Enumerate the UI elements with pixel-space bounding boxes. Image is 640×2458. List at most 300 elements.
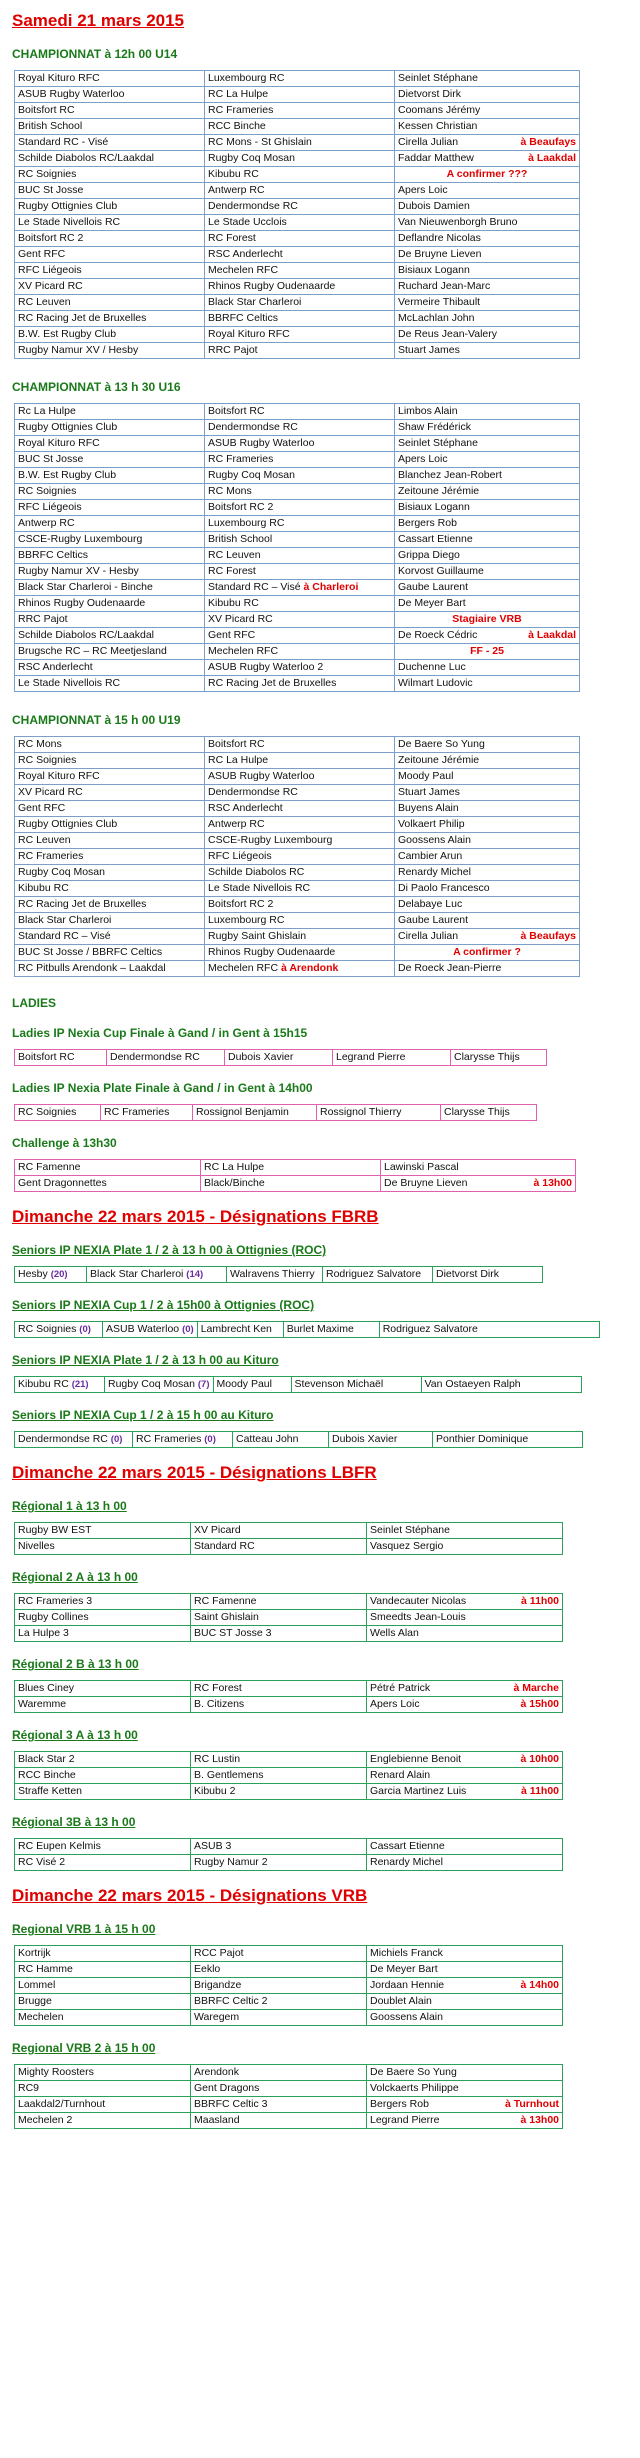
reg3b-rows-table [14, 1838, 563, 1871]
table-row [15, 183, 580, 199]
referee-name: Lawinski Pascal [384, 1161, 459, 1173]
home-team: Black Star Charleroi - Binche [15, 580, 205, 596]
table-row [15, 516, 580, 532]
referee [395, 247, 580, 263]
cell-text: Black Star Charleroi [90, 1268, 187, 1280]
section-title-ladies-plate [12, 1080, 640, 1096]
home-team: BUC St Josse [15, 183, 205, 199]
away-team: RC Frameries [101, 1105, 193, 1121]
section-title-cup-kit [12, 1407, 640, 1423]
home-team: RFC Liégeois [15, 263, 205, 279]
table-row [15, 660, 580, 676]
home-team: Kibubu RC [15, 881, 205, 897]
away-team: RC La Hulpe [205, 753, 395, 769]
table-row [15, 817, 580, 833]
home-team [15, 1432, 133, 1448]
referee [395, 580, 580, 596]
away-team: Brigandze [191, 1978, 367, 1994]
away-team: Boitsfort RC 2 [205, 500, 395, 516]
referee-name: Dubois Damien [398, 200, 470, 212]
referee [367, 1752, 563, 1768]
cell-annotation: à Charleroi [303, 581, 359, 593]
away-team: RCC Binche [205, 119, 395, 135]
vrb1-rows-table [14, 1945, 563, 2026]
home-team: RC Hamme [15, 1962, 191, 1978]
referee-name: Gaube Laurent [398, 581, 469, 593]
home-team: RC Frameries 3 [15, 1594, 191, 1610]
table-row [15, 1784, 563, 1800]
table-row [15, 1752, 563, 1768]
s_cup_kit-row-table [14, 1431, 583, 1448]
referee [367, 1855, 563, 1871]
section-title-cup-roc [12, 1297, 640, 1313]
venue-note: à 14h00 [520, 1979, 559, 1991]
home-team: RC Soignies [15, 484, 205, 500]
referee [395, 548, 580, 564]
table-row [15, 548, 580, 564]
referee: Rossignol Benjamin [193, 1105, 317, 1121]
home-team: RC Racing Jet de Bruxelles [15, 311, 205, 327]
home-team: Rugby Namur XV - Hesby [15, 564, 205, 580]
referee-name: Dietvorst Dirk [398, 88, 462, 100]
cell-text: RC Frameries [136, 1433, 205, 1445]
day-title-fbrb-suffix: - Désignations FBRB [204, 1207, 379, 1226]
home-team: Schilde Diabolos RC/Laakdal [15, 628, 205, 644]
table-row [15, 644, 580, 660]
away-team: Rugby Namur 2 [191, 1855, 367, 1871]
away-team: Arendonk [191, 2065, 367, 2081]
venue-note: à 13h00 [533, 1177, 572, 1189]
referee [395, 753, 580, 769]
section-title-plate-roc-text: Seniors IP NEXIA Plate 1 / 2 à 13 h 00 à Ottignies (ROC) [12, 1243, 327, 1257]
section-title-ladies-cup [12, 1025, 640, 1041]
away-team: RC Frameries [205, 452, 395, 468]
referee-name: Wells Alan [370, 1627, 419, 1639]
referee [395, 516, 580, 532]
referee-name: Di Paolo Francesco [398, 882, 490, 894]
table-row [15, 1267, 543, 1283]
away-team [205, 961, 395, 977]
assistant-1: Legrand Pierre [333, 1050, 451, 1066]
table-row [15, 404, 580, 420]
referee [367, 1594, 563, 1610]
section-title-vrb2-text: Regional VRB 2 à 15 h 00 [12, 2041, 156, 2055]
home-team: Mechelen 2 [15, 2113, 191, 2129]
home-team: Royal Kituro RFC [15, 436, 205, 452]
home-team: Black Star Charleroi [15, 913, 205, 929]
home-team: Antwerp RC [15, 516, 205, 532]
table-row [15, 135, 580, 151]
cell-text: ASUB Waterloo [106, 1323, 183, 1335]
reg2a-rows-table [14, 1593, 563, 1642]
referee: Catteau John [233, 1432, 329, 1448]
day-title-vrb-suffix: - Désignations VRB [204, 1886, 368, 1905]
home-team: Gent RFC [15, 801, 205, 817]
away-team: Antwerp RC [205, 817, 395, 833]
table-row [15, 311, 580, 327]
referee-name: Vandecauter Nicolas [370, 1595, 467, 1607]
table-row [15, 532, 580, 548]
cell-text: Kibubu RC [18, 1378, 72, 1390]
referee-name: Legrand Pierre [370, 2114, 440, 2126]
away-team: BUC ST Josse 3 [191, 1626, 367, 1642]
referee [395, 500, 580, 516]
home-team: Rugby Ottignies Club [15, 420, 205, 436]
referee-name: Apers Loic [398, 453, 448, 465]
table-row [15, 119, 580, 135]
away-team: RSC Anderlecht [205, 801, 395, 817]
section-title-reg1-text: Régional 1 à 13 h 00 [12, 1499, 127, 1513]
home-team: Rugby Namur XV / Hesby [15, 343, 205, 359]
away-team [87, 1267, 227, 1283]
referee-name: Cirella Julian [398, 136, 459, 148]
away-team: Kibubu RC [205, 167, 395, 183]
assistant-2: Clarysse Thijs [451, 1050, 547, 1066]
referee [395, 295, 580, 311]
referee [395, 785, 580, 801]
u19-rows-table [14, 736, 580, 977]
venue-note: à Turnhout [504, 2098, 559, 2110]
section-title-reg2b [12, 1656, 640, 1672]
home-team: RC Soignies [15, 1105, 101, 1121]
away-team: ASUB Rugby Waterloo 2 [205, 660, 395, 676]
referee-name: Van Nieuwenborgh Bruno [398, 216, 518, 228]
away-team [103, 1322, 198, 1338]
referee-name: Bergers Rob [370, 2098, 429, 2110]
away-team: RC Forest [191, 1681, 367, 1697]
section-title-vrb1 [12, 1921, 640, 1937]
referee [395, 103, 580, 119]
table-row [15, 564, 580, 580]
table-row [15, 1594, 563, 1610]
table-row [15, 1432, 583, 1448]
referee [395, 327, 580, 343]
away-team: Boitsfort RC [205, 737, 395, 753]
referee-name: Bisiaux Logann [398, 264, 470, 276]
section-title-vrb1-text: Regional VRB 1 à 15 h 00 [12, 1922, 156, 1936]
referee [367, 1978, 563, 1994]
table-row [15, 1978, 563, 1994]
table-row [15, 1768, 563, 1784]
challenge-rows-table [14, 1159, 576, 1192]
referee [395, 87, 580, 103]
away-team: Gent RFC [205, 628, 395, 644]
home-team: Royal Kituro RFC [15, 769, 205, 785]
away-team: ASUB Rugby Waterloo [205, 436, 395, 452]
away-team: Luxembourg RC [205, 71, 395, 87]
referee [395, 532, 580, 548]
table-row [15, 785, 580, 801]
referee-name: Renardy Michel [370, 1856, 443, 1868]
cell-annotation: (7) [197, 1379, 210, 1390]
referee [367, 1946, 563, 1962]
referee-name: De Baere So Yung [398, 738, 485, 750]
referee-name: Blanchez Jean-Robert [398, 469, 502, 481]
home-team: Standard RC – Visé [15, 929, 205, 945]
home-team: RRC Pajot [15, 612, 205, 628]
referee [395, 119, 580, 135]
u14-rows-table [14, 70, 580, 359]
away-team: Rhinos Rugby Oudenaarde [205, 279, 395, 295]
table-row [15, 167, 580, 183]
referee [395, 135, 580, 151]
home-team: Brugge [15, 1994, 191, 2010]
section-title-u16-text: CHAMPIONNAT à 13 h 30 U16 [12, 380, 181, 394]
away-team [105, 1377, 214, 1393]
away-team: RC Leuven [205, 548, 395, 564]
cell-text: Rugby Coq Mosan [108, 1378, 198, 1390]
table-row [15, 897, 580, 913]
referee [367, 1784, 563, 1800]
table-row [15, 628, 580, 644]
away-team: Luxembourg RC [205, 913, 395, 929]
section-title-reg2a-text: Régional 2 A à 13 h 00 [12, 1570, 138, 1584]
referee-name: De Roeck Jean-Pierre [398, 962, 502, 974]
away-team: Boitsfort RC 2 [205, 897, 395, 913]
away-team: RC Mons - St Ghislain [205, 135, 395, 151]
table-row [15, 580, 580, 596]
away-team: RRC Pajot [205, 343, 395, 359]
away-team: XV Picard [191, 1523, 367, 1539]
referee-name: Garcia Martinez Luis [370, 1785, 467, 1797]
referee [395, 769, 580, 785]
table-row [15, 1539, 563, 1555]
home-team: B.W. Est Rugby Club [15, 327, 205, 343]
reg1-rows-table [14, 1522, 563, 1555]
away-team: RC Frameries [205, 103, 395, 119]
referee-name: De Bruyne Lieven [384, 1177, 468, 1189]
home-team: Lommel [15, 1978, 191, 1994]
section-title-ladies-cup-text: Ladies IP Nexia Cup Finale à Gand / in Gent à 15h15 [12, 1026, 308, 1040]
home-team: RC Soignies [15, 753, 205, 769]
vrb2-rows-table [14, 2064, 563, 2129]
referee [395, 151, 580, 167]
away-team: Le Stade Nivellois RC [205, 881, 395, 897]
table-row [15, 71, 580, 87]
home-team: Boitsfort RC [15, 1050, 107, 1066]
away-team: BBRFC Celtics [205, 311, 395, 327]
referee-name: De Baere So Yung [370, 2066, 457, 2078]
venue-note: à Laakdal [528, 629, 576, 641]
section-title-cup-kit-text: Seniors IP NEXIA Cup 1 / 2 à 15 h 00 au Kituro [12, 1408, 274, 1422]
home-team: RSC Anderlecht [15, 660, 205, 676]
referee-name: Cassart Etienne [398, 533, 473, 545]
cell-annotation: (0) [110, 1434, 123, 1445]
referee [395, 660, 580, 676]
referee [381, 1176, 576, 1192]
referee [367, 1610, 563, 1626]
section-title-challenge-text: Challenge à 13h30 [12, 1136, 117, 1150]
referee-name: Seinlet Stéphane [398, 72, 478, 84]
home-team: Gent RFC [15, 247, 205, 263]
table-row [15, 1626, 563, 1642]
cell-annotation: (20) [50, 1269, 68, 1280]
referee [395, 897, 580, 913]
home-team: British School [15, 119, 205, 135]
referee-name: Apers Loic [370, 1698, 420, 1710]
referee [395, 881, 580, 897]
day-title-samedi-text: Samedi 21 mars 2015 [12, 11, 185, 30]
referee-name: Renard Alain [370, 1769, 431, 1781]
referee [395, 436, 580, 452]
cell-text: Mechelen RFC [208, 962, 281, 974]
home-team: Kortrijk [15, 1946, 191, 1962]
referee [395, 183, 580, 199]
reg2b-rows-table [14, 1680, 563, 1713]
assistant-1: Dubois Xavier [329, 1432, 433, 1448]
cell-text: Hesby [18, 1268, 51, 1280]
referee [367, 2010, 563, 2026]
assistant-2: Rodriguez Salvatore [379, 1322, 599, 1338]
referee-name: Kessen Christian [398, 120, 478, 132]
s_plate_roc-row-table [14, 1266, 543, 1283]
table-row [15, 1946, 563, 1962]
section-title-plate-kit [12, 1352, 640, 1368]
venue-note: à 15h00 [520, 1698, 559, 1710]
referee [395, 833, 580, 849]
referee [395, 420, 580, 436]
referee: Dubois Xavier [225, 1050, 333, 1066]
table-row [15, 436, 580, 452]
section-title-u16 [12, 379, 640, 395]
away-team: RC Forest [205, 564, 395, 580]
referee [395, 564, 580, 580]
referee [395, 215, 580, 231]
home-team: BBRFC Celtics [15, 548, 205, 564]
referee [395, 484, 580, 500]
table-row [15, 801, 580, 817]
home-team: Standard RC - Visé [15, 135, 205, 151]
referee-name: Limbos Alain [398, 405, 458, 417]
away-team: XV Picard RC [205, 612, 395, 628]
home-team [15, 1267, 87, 1283]
table-row [15, 327, 580, 343]
home-team: RFC Liégeois [15, 500, 205, 516]
home-team: RC Mons [15, 737, 205, 753]
away-team: RC Famenne [191, 1594, 367, 1610]
referee-name: Renardy Michel [398, 866, 471, 878]
table-row [15, 2065, 563, 2081]
assistant-1: Stevenson Michaël [291, 1377, 421, 1393]
day-title-lbfr-text: Dimanche 22 mars 2015 [12, 1463, 205, 1482]
referee [395, 644, 580, 660]
home-team: Rugby BW EST [15, 1523, 191, 1539]
day-title-vrb-text: Dimanche 22 mars 2015 [12, 1886, 205, 1905]
assistant-1: Rossignol Thierry [317, 1105, 441, 1121]
away-team: BBRFC Celtic 3 [191, 2097, 367, 2113]
referee: Lambrecht Ken [197, 1322, 283, 1338]
table-row [15, 231, 580, 247]
home-team: Laakdal2/Turnhout [15, 2097, 191, 2113]
home-team: Mechelen [15, 2010, 191, 2026]
cell-text: Standard RC – Visé [208, 581, 304, 593]
away-team: Saint Ghislain [191, 1610, 367, 1626]
section-title-u19-text: CHAMPIONNAT à 15 h 00 U19 [12, 713, 181, 727]
referee-name: Wilmart Ludovic [398, 677, 473, 689]
referee [395, 311, 580, 327]
referee-name: De Roeck Cédric [398, 629, 478, 641]
away-team: Black Star Charleroi [205, 295, 395, 311]
table-row [15, 612, 580, 628]
table-row [15, 929, 580, 945]
section-title-reg3a-text: Régional 3 A à 13 h 00 [12, 1728, 138, 1742]
referee-name: Seinlet Stéphane [398, 437, 478, 449]
referee-name: Goossens Alain [398, 834, 471, 846]
referee [395, 865, 580, 881]
home-team: RC Eupen Kelmis [15, 1839, 191, 1855]
home-team: RC Leuven [15, 833, 205, 849]
table-row [15, 263, 580, 279]
table-row [15, 420, 580, 436]
table-row [15, 945, 580, 961]
section-title-reg3b [12, 1814, 640, 1830]
venue-note: à 11h00 [521, 1595, 559, 1607]
away-team: Dendermondse RC [205, 785, 395, 801]
table-row [15, 1377, 582, 1393]
table-row [15, 279, 580, 295]
referee-name: Vasquez Sergio [370, 1540, 444, 1552]
home-team: Rugby Ottignies Club [15, 199, 205, 215]
table-row [15, 1050, 547, 1066]
section-title-plate-roc [12, 1242, 640, 1258]
away-team: Rugby Coq Mosan [205, 468, 395, 484]
venue-note: à Beaufays [520, 136, 576, 148]
home-team: RC Pitbulls Arendonk – Laakdal [15, 961, 205, 977]
table-row [15, 737, 580, 753]
section-title-u19 [12, 712, 640, 728]
table-row [15, 1160, 576, 1176]
home-team: ASUB Rugby Waterloo [15, 87, 205, 103]
home-team: Black Star 2 [15, 1752, 191, 1768]
referee-name: Pétré Patrick [370, 1682, 431, 1694]
home-team: Le Stade Nivellois RC [15, 676, 205, 692]
section-title-u14-text: CHAMPIONNAT à 12h 00 U14 [12, 47, 178, 61]
referee [367, 1681, 563, 1697]
table-row [15, 849, 580, 865]
away-team: Dendermondse RC [205, 199, 395, 215]
table-row [15, 913, 580, 929]
referee [395, 945, 580, 961]
referee [367, 2081, 563, 2097]
table-row [15, 1176, 576, 1192]
referee [395, 849, 580, 865]
referee-name: Goossens Alain [370, 2011, 443, 2023]
u16-rows-table [14, 403, 580, 692]
away-team: Royal Kituro RFC [205, 327, 395, 343]
referee-name: Moody Paul [398, 770, 454, 782]
referee [395, 452, 580, 468]
home-team: Blues Ciney [15, 1681, 191, 1697]
away-team: Mechelen RFC [205, 644, 395, 660]
away-team: Rugby Saint Ghislain [205, 929, 395, 945]
venue-note: Stagiaire VRB [452, 613, 522, 625]
referee [381, 1160, 576, 1176]
table-row [15, 1105, 537, 1121]
referee: Moody Paul [213, 1377, 291, 1393]
home-team: Gent Dragonnettes [15, 1176, 201, 1192]
home-team: Rhinos Rugby Oudenaarde [15, 596, 205, 612]
referee-name: De Meyer Bart [398, 597, 466, 609]
referee-name: Buyens Alain [398, 802, 459, 814]
away-team: Mechelen RFC [205, 263, 395, 279]
home-team: Boitsfort RC 2 [15, 231, 205, 247]
home-team: Royal Kituro RFC [15, 71, 205, 87]
home-team: BUC St Josse / BBRFC Celtics [15, 945, 205, 961]
away-team: Le Stade Ucclois [205, 215, 395, 231]
referee [395, 167, 580, 183]
away-team: BBRFC Celtic 2 [191, 1994, 367, 2010]
referee-name: Zeitoune Jérémie [398, 485, 480, 497]
